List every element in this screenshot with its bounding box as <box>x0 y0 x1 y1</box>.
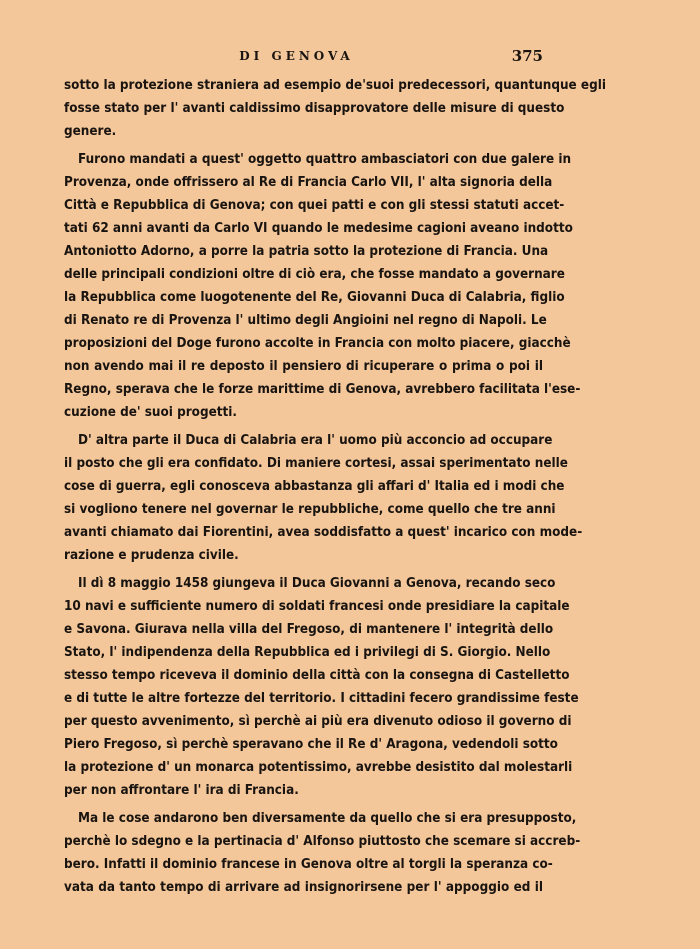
text-line: Piero Fregoso, sì perchè speravano che il Re d' Aragona, vedendoli sotto <box>64 737 558 752</box>
text-line: per non affrontare l' ira di Francia. <box>64 783 299 798</box>
text-line: genere. <box>64 124 117 139</box>
text-line: e di tutte le altre fortezze del territorio. I cittadini fecero grandissime feste <box>64 691 579 706</box>
paragraph <box>50 807 581 899</box>
text-line: tati 62 anni avanti da Carlo VI quando le medesime cagioni aveano indotto <box>64 221 573 236</box>
paragraph <box>50 148 581 424</box>
text-line: si vogliono tenere nel governar le repubbliche, come quello che tre anni <box>64 502 556 517</box>
text-line: la Repubblica come luogotenente del Re, Giovanni Duca di Calabria, figlio <box>64 290 565 305</box>
text-line: Ma le cose andarono ben diversamente da quello che si era presupposto, <box>78 811 577 826</box>
text-line: Antoniotto Adorno, a porre la patria sotto la protezione di Francia. Una <box>64 244 549 259</box>
text-line: avanti chiamato dai Fiorentini, avea soddisfatto a quest' incarico con mode- <box>64 525 583 540</box>
paragraph <box>50 429 583 567</box>
text-line: di Renato re di Provenza l' ultimo degli Angioini nel regno di Napoli. Le <box>64 313 547 328</box>
text-line: la protezione d' un monarca potentissimo, avrebbe desistito dal molestarli <box>64 760 573 775</box>
text-line: stesso tempo riceveva il dominio della città con la consegna di Castelletto <box>64 668 570 683</box>
text-line: vata da tanto tempo di arrivare ad insignorirsene per l' appoggio ed il <box>64 880 543 895</box>
text-line: e Savona. Giurava nella villa del Fregoso, di mantenere l' integrità dello <box>64 622 554 637</box>
text-line: non avendo mai il re deposto il pensiero di ricuperare o prima o poi il <box>64 359 543 374</box>
text-line: 10 navi e sufficiente numero di soldati francesi onde presidiare la capitale <box>64 599 570 614</box>
text-line: D' altra parte il Duca di Calabria era l' uomo più acconcio ad occupare <box>78 433 553 448</box>
text-line: perchè lo sdegno e la pertinacia d' Alfonso piuttosto che scemare si accreb- <box>64 834 581 849</box>
text-line: per questo avvenimento, sì perchè ai più era divenuto odioso il governo di <box>64 714 572 729</box>
text-line: Città e Repubblica di Genova; con quei patti e con gli stessi statuti accet- <box>64 198 565 213</box>
text-line: cose di guerra, egli conosceva abbastanza gli affari d' Italia ed i modi che <box>64 479 565 494</box>
body-text <box>50 74 606 899</box>
paragraph <box>50 572 579 802</box>
text-line: sotto la protezione straniera ad esempio de'suoi predecessori, quantunque egli <box>64 78 606 93</box>
page-number: 375 <box>511 47 543 65</box>
text-line: proposizioni del Doge furono accolte in Francia con molto piacere, giacchè <box>64 336 571 351</box>
text-line: Provenza, onde offrissero al Re di Francia Carlo VII, l' alta signoria della <box>64 175 553 190</box>
text-line: cuzione de' suoi progetti. <box>64 405 237 420</box>
text-line: fosse stato per l' avanti caldissimo disapprovatore delle misure di questo <box>64 101 565 116</box>
text-line: Furono mandati a quest' oggetto quattro ambasciatori con due galere in <box>78 152 572 167</box>
running-title: DI GENOVA <box>239 49 354 63</box>
text-line: Stato, l' indipendenza della Repubblica ed i privilegi di S. Giorgio. Nello <box>64 645 551 660</box>
text-line: bero. Infatti il dominio francese in Genova oltre al torgli la speranza co- <box>64 857 553 872</box>
text-line: razione e prudenza civile. <box>64 548 239 563</box>
paragraph <box>50 74 606 143</box>
text-line: Il dì 8 maggio 1458 giungeva il Duca Giovanni a Genova, recando seco <box>78 576 556 591</box>
text-line: delle principali condizioni oltre di ciò era, che fosse mandato a governare <box>64 267 565 282</box>
text-line: Regno, sperava che le forze marittime di Genova, avrebbero facilitata l'ese- <box>64 382 581 397</box>
text-line: il posto che gli era confidato. Di maniere cortesi, assai sperimentato nelle <box>64 456 568 471</box>
running-header <box>50 44 543 68</box>
